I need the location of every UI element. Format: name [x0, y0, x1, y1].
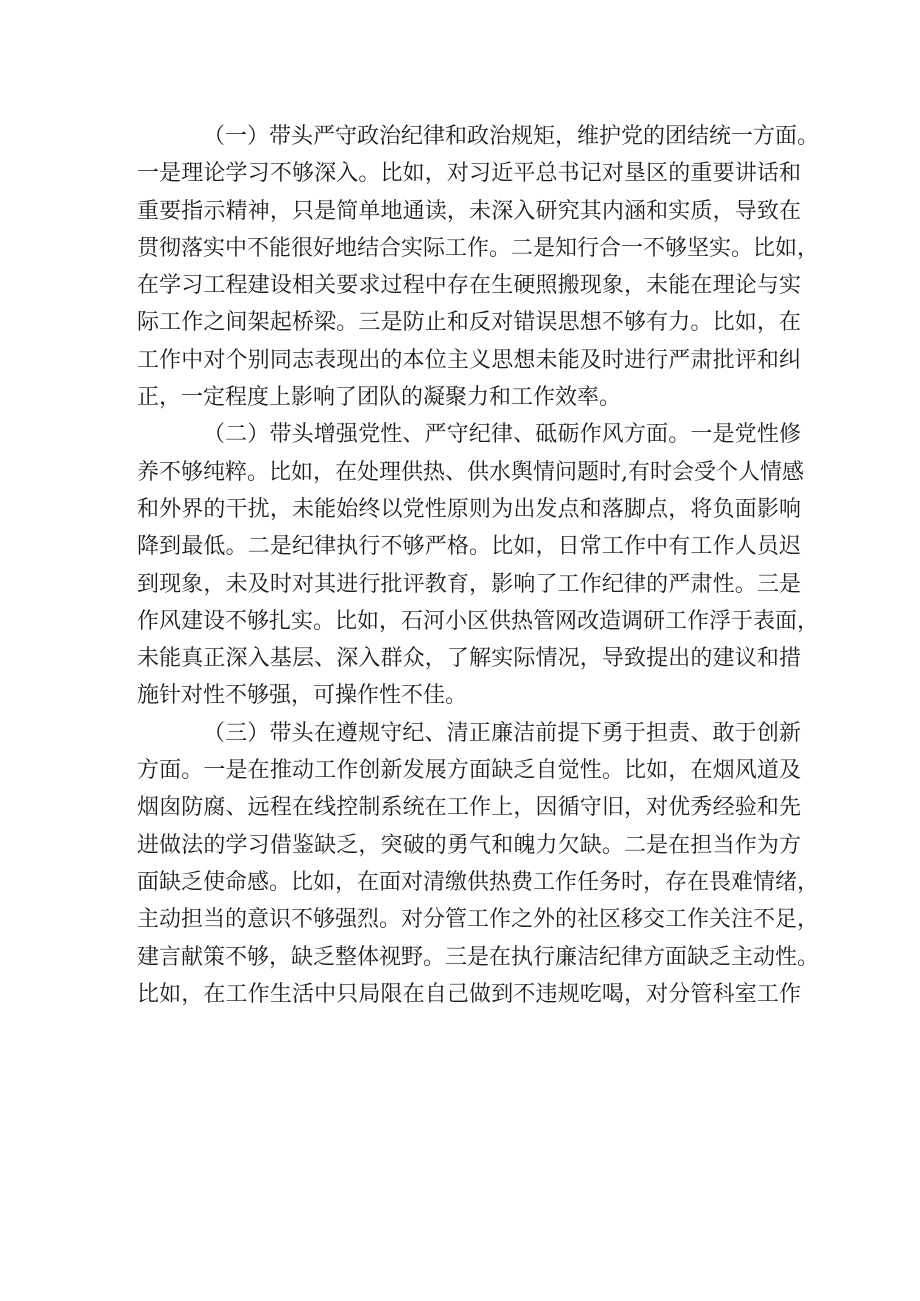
paragraph-line: 建言献策不够，缺乏整体视野。三是在执行廉洁纪律方面缺乏主动性。	[137, 944, 820, 970]
paragraph-line: 工作中对个别同志表现出的本位主义思想未能及时进行严肃批评和纠	[137, 347, 801, 373]
paragraph-line: 和外界的干扰，未能始终以党性原则为出发点和落脚点，将负面影响	[137, 496, 801, 522]
paragraph-line: 重要指示精神，只是简单地通读，未深入研究其内涵和实质，导致在	[137, 198, 801, 224]
paragraph-line: 一是理论学习不够深入。比如，对习近平总书记对垦区的重要讲话和	[137, 161, 801, 187]
paragraph-line: 进做法的学习借鉴缺乏，突破的勇气和魄力欠缺。二是在担当作为方	[137, 832, 801, 858]
paragraph-line: 施针对性不够强，可操作性不佳。	[137, 683, 468, 709]
paragraph-line: 烟囱防腐、远程在线控制系统在工作上，因循守旧，对优秀经验和先	[137, 795, 801, 821]
paragraph-line: 降到最低。二是纪律执行不够严格。比如，日常工作中有工作人员迟	[137, 534, 801, 560]
paragraph-line: （一）带头严守政治纪律和政治规矩，维护党的团结统一方面。	[203, 124, 820, 149]
document-body	[137, 118, 820, 1013]
paragraph-line: 作风建设不够扎实。比如，石河小区供热管网改造调研工作浮于表面，	[137, 608, 820, 634]
paragraph-section-3	[137, 715, 820, 1013]
paragraph-line: 面缺乏使命感。比如，在面对清缴供热费工作任务时，存在畏难情绪，	[137, 869, 820, 895]
paragraph-line: 正，一定程度上影响了团队的凝聚力和工作效率。	[137, 385, 622, 411]
paragraph-line: 未能真正深入基层、深入群众，了解实际情况，导致提出的建议和措	[137, 646, 801, 672]
paragraph-line: 到现象，未及时对其进行批评教育，影响了工作纪律的严肃性。三是	[137, 571, 801, 597]
paragraph-line: 比如，在工作生活中只局限在自己做到不违规吃喝，对分管科室工作	[137, 981, 801, 1007]
paragraph-line: 养不够纯粹。比如，在处理供热、供水舆情问题时,有时会受个人情感	[137, 459, 804, 485]
paragraph-line: 贯彻落实中不能很好地结合实际工作。二是知行合一不够坚实。比如，	[137, 235, 820, 261]
paragraph-line: （二）带头增强党性、严守纪律、砥砺作风方面。一是党性修	[203, 422, 801, 448]
paragraph-line: （三）带头在遵规守纪、清正廉洁前提下勇于担责、敢于创新	[203, 720, 801, 746]
paragraph-line: 际工作之间架起桥梁。三是防止和反对错误思想不够有力。比如，在	[137, 310, 801, 336]
paragraph-line: 主动担当的意识不够强烈。对分管工作之外的社区移交工作关注不足，	[137, 907, 820, 933]
paragraph-line: 在学习工程建设相关要求过程中存在生硬照搬现象，未能在理论与实	[137, 273, 801, 299]
paragraph-section-2	[137, 416, 820, 714]
paragraph-section-1	[137, 118, 820, 416]
paragraph-line: 方面。一是在推动工作创新发展方面缺乏自觉性。比如，在烟风道及	[137, 758, 801, 784]
